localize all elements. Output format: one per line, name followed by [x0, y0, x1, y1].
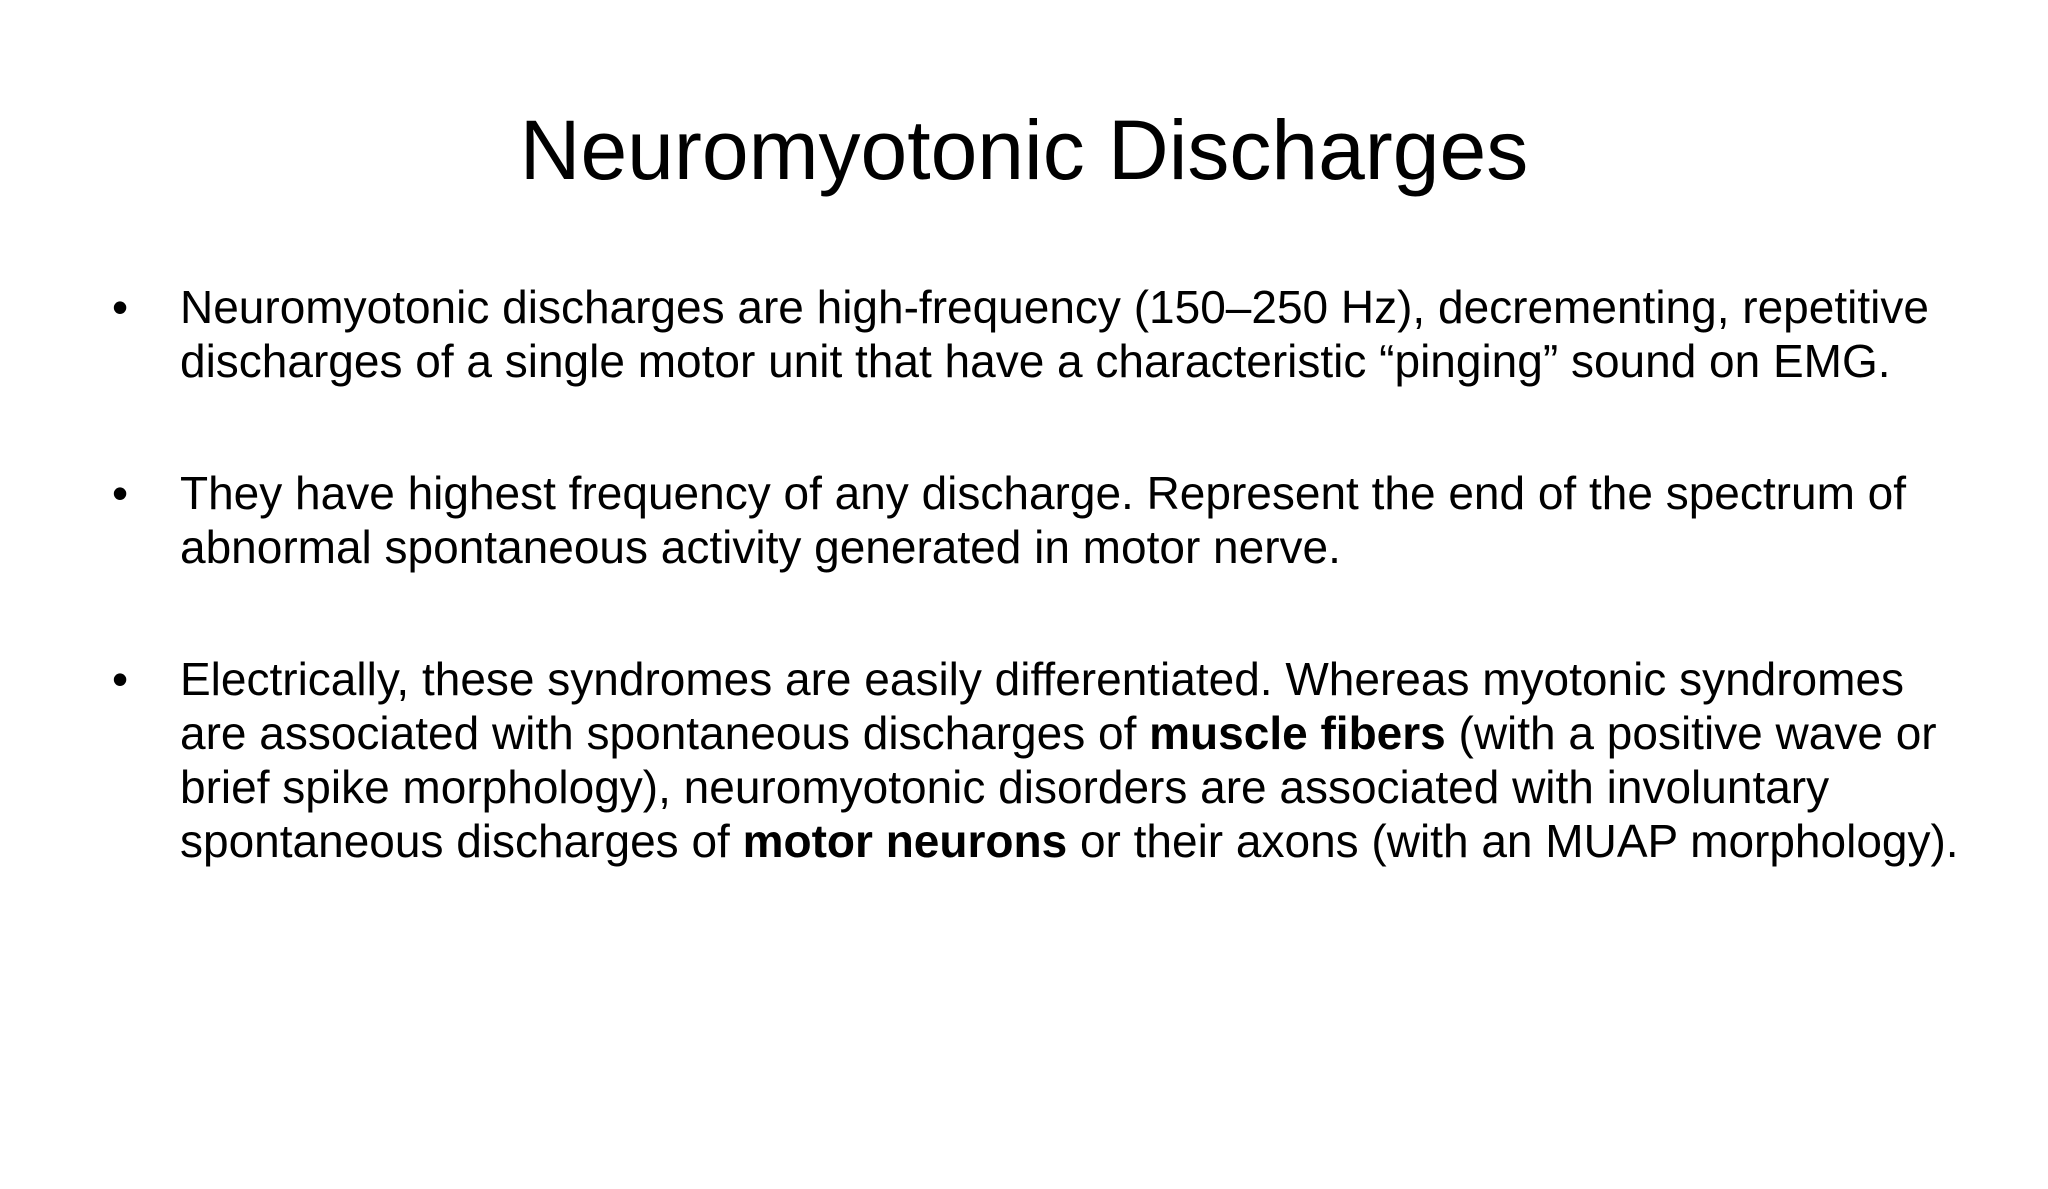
bullet-text-segment: Electrically, these syndromes are easily differentiated. Whereas myotonic syndromes are associated with spontaneous discharges of — [180, 653, 1905, 759]
bullet-text-segment: Neuromyotonic discharges are high-frequency (150–250 Hz), decrementing, repetitive discharges of a single motor unit that have a characteristic “pinging” sound on EMG. — [180, 281, 1929, 387]
slide-title: Neuromyotonic Discharges — [519, 103, 1529, 197]
bullet-text-bold: muscle fibers — [1149, 707, 1446, 759]
bullet-icon: • — [112, 653, 129, 705]
bullet-text-segment: (with a positive wave or brief spike morphology), neuromyotonic disorders are associated with involuntary spontaneous discharges of — [180, 707, 1937, 867]
bullet-text — [180, 467, 1906, 573]
bullet-list — [112, 280, 1962, 946]
bullet-text-bold: motor neurons — [742, 815, 1068, 867]
bullet-item — [112, 280, 1962, 388]
bullet-text-segment: They have highest frequency of any discharge. Represent the end of the spectrum of abnormal spontaneous activity generated in motor nerve. — [180, 467, 1907, 573]
bullet-icon: • — [112, 467, 129, 519]
bullet-text-segment: or their axons (with an MUAP morphology). — [1067, 815, 1959, 867]
bullet-text — [180, 281, 1929, 387]
bullet-text — [180, 653, 1959, 867]
bullet-item — [112, 652, 1962, 868]
bullet-item — [112, 466, 1962, 574]
bullet-icon: • — [112, 281, 129, 333]
